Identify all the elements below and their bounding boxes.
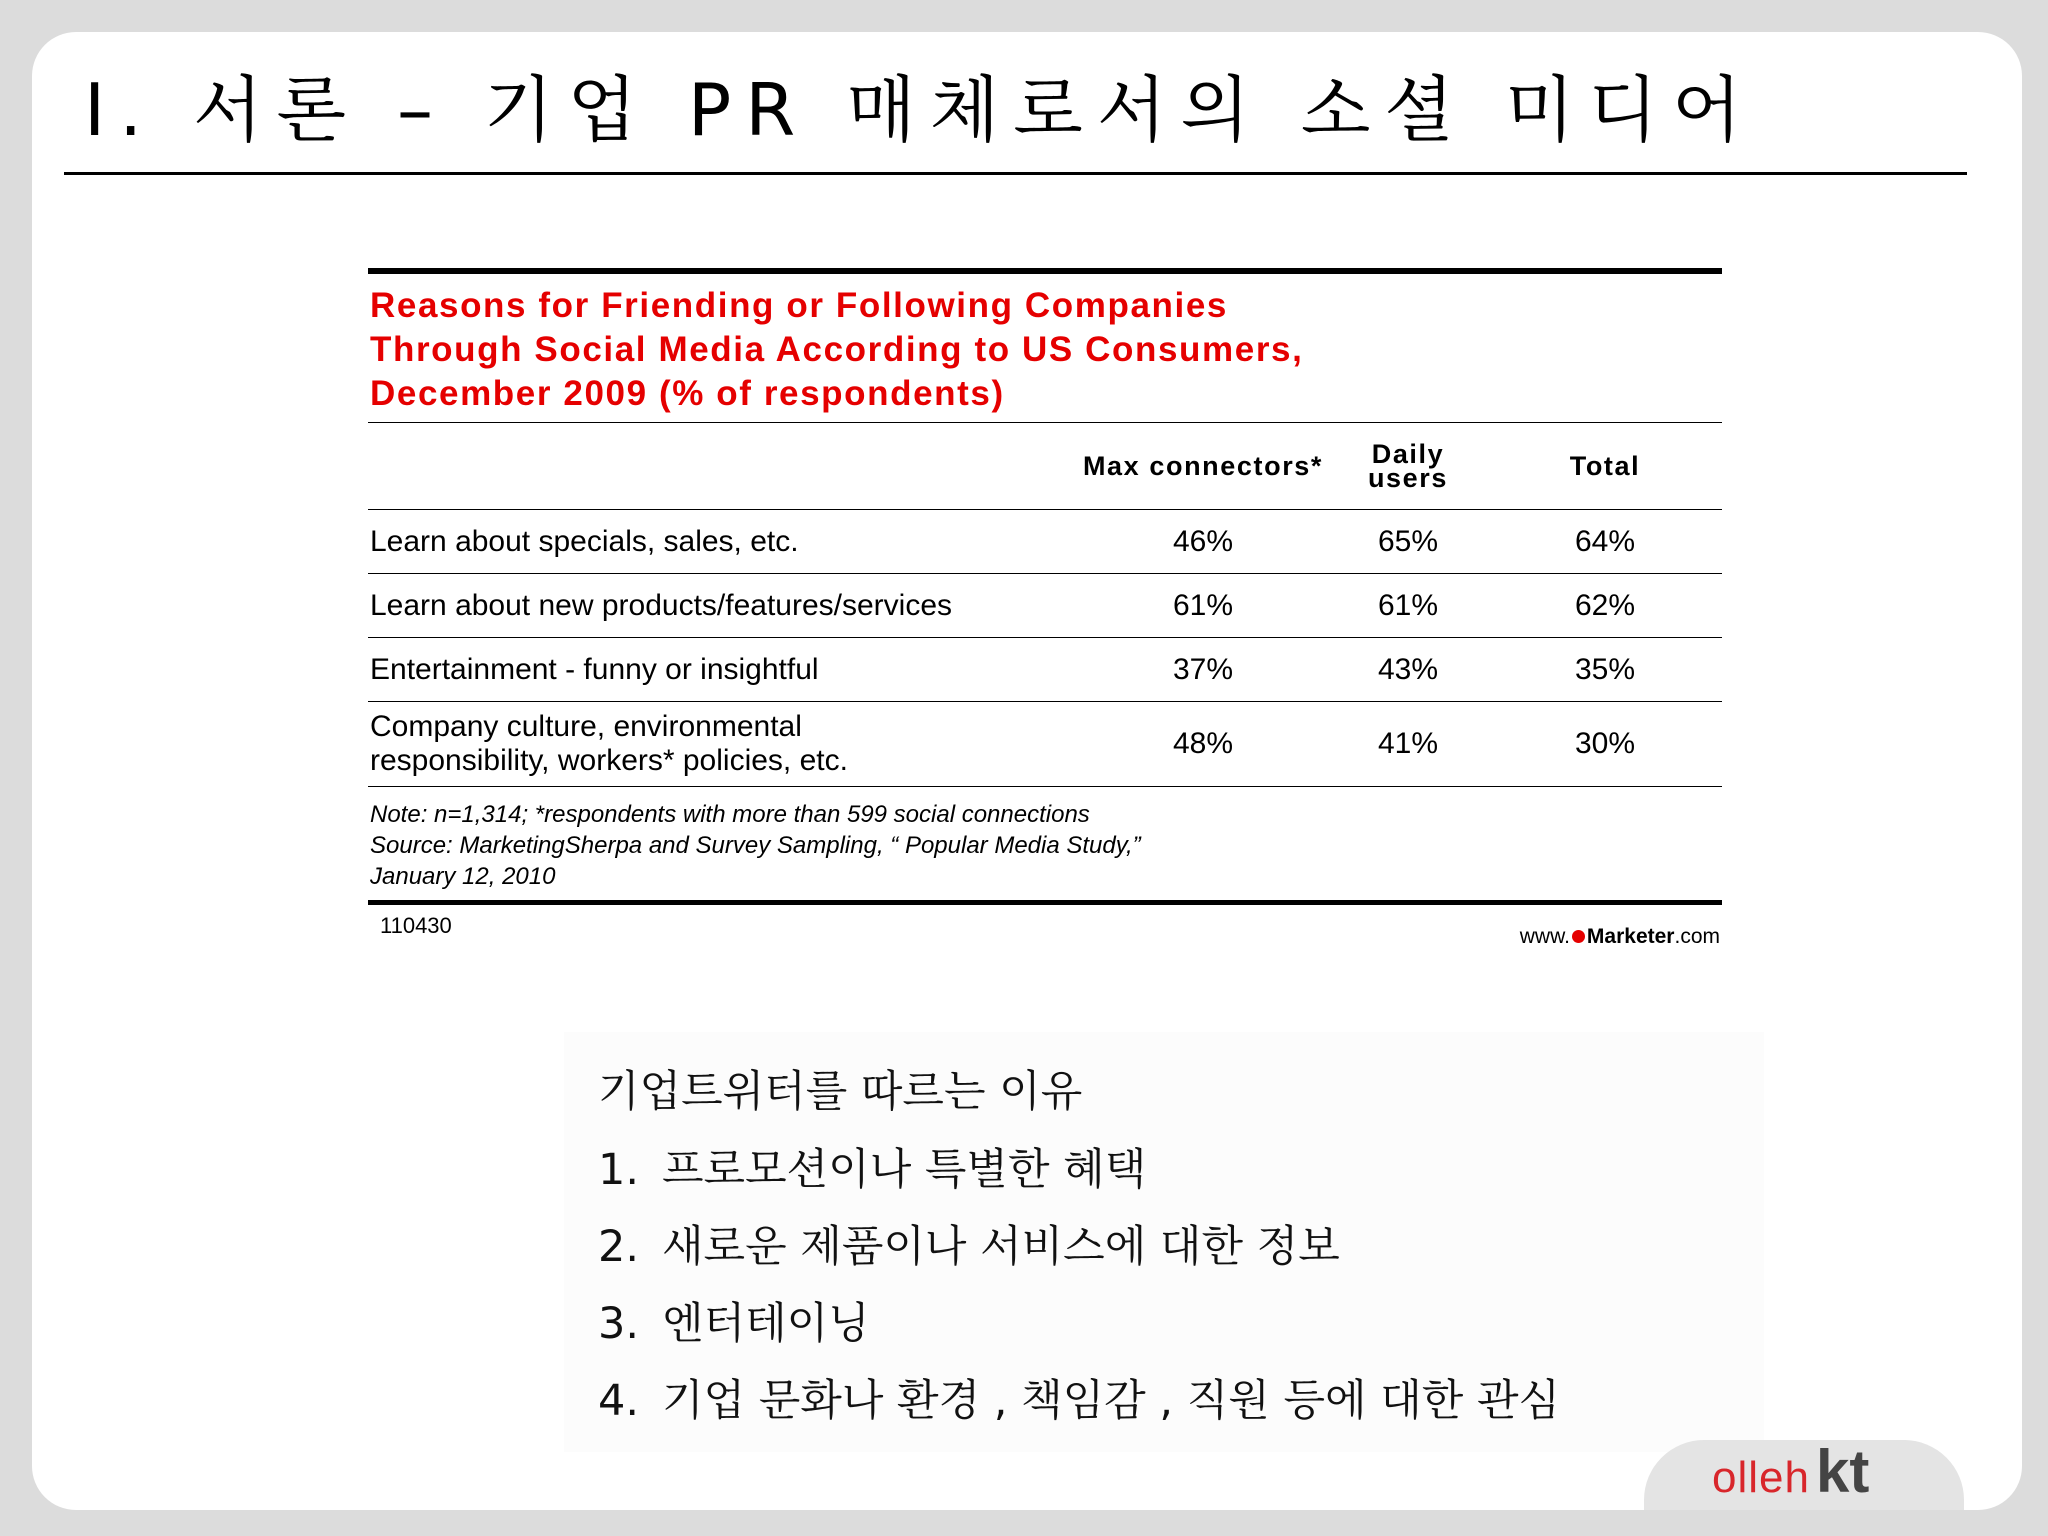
table-row [368, 702, 1722, 787]
brand-suffix: .com [1674, 925, 1720, 948]
figure-note [368, 787, 1722, 900]
page-title: I. 서론 – 기업 PR 매체로서의 소셜 미디어 [84, 68, 1756, 152]
header-daily-line: users [1367, 463, 1449, 493]
slide [32, 32, 2022, 1510]
reason-text: 엔터테이닝 [662, 1299, 870, 1349]
cell-max: 61% [1078, 574, 1328, 638]
table-header-row [368, 423, 1722, 510]
row-label: Learn about new products/features/services [368, 574, 1078, 638]
figure-title-line: Reasons for Friending or Following Companies [370, 286, 1228, 325]
table-row [368, 638, 1722, 702]
note-line: Note: n=1,314; *respondents with more than 599 social connections [370, 801, 1090, 828]
reason-text: 프로모션이나 특별한 혜택 [662, 1145, 1147, 1195]
header-daily-line: Daily [1371, 439, 1445, 469]
reasons-heading: 기업트위터를 따르는 이유 [598, 1067, 1083, 1117]
data-table [368, 423, 1722, 786]
cell-max: 46% [1172, 524, 1234, 558]
note-line: Source: MarketingSherpa and Survey Sampling, “ Popular Media Study,” [370, 832, 1141, 859]
header-empty [368, 423, 1078, 510]
reason-text: 새로운 제품이나 서비스에 대한 정보 [662, 1222, 1340, 1272]
brand-prefix: www. [1519, 925, 1570, 948]
reason-text: 기업 문화나 환경 , 책임감 , 직원 등에 대한 관심 [662, 1376, 1561, 1426]
figure-title-line: Through Social Media According to US Consumers, [370, 330, 1304, 369]
cell-total: 62% [1488, 574, 1722, 638]
emarketer-brand [1520, 925, 1720, 949]
header-max-connectors: Max connectors* [1078, 423, 1328, 510]
figure-footer [368, 905, 1722, 965]
row-label: Entertainment - funny or insightful [368, 638, 1078, 702]
logo-kt: kt [1815, 1438, 1870, 1505]
reasons-box [564, 1032, 1764, 1452]
cell-daily: 43% [1328, 638, 1488, 702]
cell-total: 64% [1574, 524, 1636, 558]
cell-daily: 65% [1377, 524, 1439, 558]
row-label-line: Company culture, environmental [370, 710, 802, 743]
cell-max: 37% [1078, 638, 1328, 702]
note-line: January 12, 2010 [370, 863, 556, 890]
reason-number: 2. [598, 1222, 640, 1272]
row-label: Learn about specials, sales, etc. [370, 524, 799, 558]
brand-dot-icon [1572, 930, 1585, 943]
figure-id: 110430 [380, 913, 452, 938]
reason-number: 1. [598, 1145, 640, 1195]
reason-item [598, 1290, 870, 1351]
figure-title [368, 274, 1722, 422]
chart-figure [368, 268, 1722, 965]
reason-number: 3. [598, 1299, 640, 1349]
cell-daily: 41% [1328, 702, 1488, 787]
cell-max: 48% [1078, 702, 1328, 787]
reason-number: 4. [598, 1376, 640, 1426]
row-label-line: responsibility, workers* policies, etc. [370, 744, 848, 777]
brand-name: Marketer [1586, 925, 1675, 948]
table-row [368, 574, 1722, 638]
logo-olleh: olleh [1712, 1453, 1810, 1502]
reason-item [598, 1213, 1340, 1274]
header-daily-users [1328, 423, 1488, 510]
cell-total: 30% [1488, 702, 1722, 787]
row-label [368, 702, 1078, 787]
title-divider [64, 172, 1967, 175]
cell-total: 35% [1488, 638, 1722, 702]
reason-item [598, 1136, 1146, 1197]
reason-item [598, 1367, 1560, 1428]
table-row [368, 510, 1722, 574]
cell-daily: 61% [1328, 574, 1488, 638]
header-total: Total [1488, 423, 1722, 510]
olleh-kt-logo [1712, 1438, 1870, 1505]
figure-title-line: December 2009 (% of respondents) [370, 374, 1005, 413]
